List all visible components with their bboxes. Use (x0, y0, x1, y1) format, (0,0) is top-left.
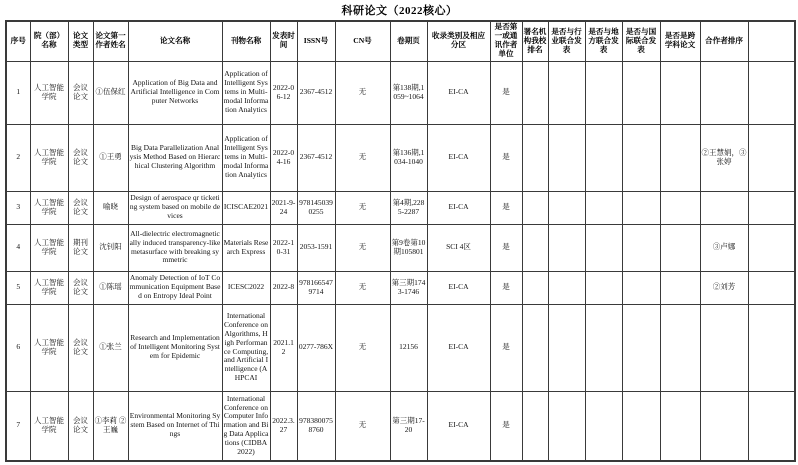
table-cell: 2367-4512 (297, 61, 335, 124)
table-row (6, 124, 795, 191)
table-cell (522, 271, 548, 304)
page-title: 科研论文（2022核心） (341, 5, 458, 17)
column-header: 院（部）名称 (30, 21, 68, 61)
table-cell: 无 (335, 304, 390, 391)
table-cell: EI-CA (427, 191, 490, 224)
column-header: 是否是跨学科论文 (660, 21, 700, 61)
table-cell (622, 391, 660, 461)
table-cell: 6 (6, 304, 30, 391)
table-row (6, 191, 795, 224)
column-header: 论文名称 (128, 21, 222, 61)
table-cell: 2021.12 (270, 304, 297, 391)
table-cell: Application of Big Data and Artificial Intelligence in Computer Networks (128, 61, 222, 124)
table-cell: 7 (6, 391, 30, 461)
column-header: 是否第一或通讯作者单位 (490, 21, 522, 61)
table-cell (700, 61, 748, 124)
table-cell: International Conference on Computer Information and Big Data Applications (CIDBA 2022) (222, 391, 270, 461)
document-page (0, 2, 798, 465)
table-cell: ①伍保红 (93, 61, 128, 124)
table-cell (748, 124, 795, 191)
table-cell: EI-CA (427, 124, 490, 191)
table-cell (660, 304, 700, 391)
table-header (6, 21, 795, 61)
table-cell: 无 (335, 61, 390, 124)
table-cell: 是 (490, 124, 522, 191)
column-header: 合作者排序 (700, 21, 748, 61)
table-cell: 人工智能学院 (30, 124, 68, 191)
table-cell (548, 224, 585, 271)
table-cell: International Conference on Algorithms, High Performance Computing, and Artificial Intelligence (AHPCAI (222, 304, 270, 391)
table-cell: 无 (335, 124, 390, 191)
table-cell: Anomaly Detection of IoT Communication Equipment Based on Entropy Ideal Point (128, 271, 222, 304)
table-cell: 0277-786X (297, 304, 335, 391)
table-cell: 期刊论文 (68, 224, 93, 271)
table-cell (548, 191, 585, 224)
table-cell (622, 61, 660, 124)
table-cell (700, 191, 748, 224)
table-cell: 是 (490, 61, 522, 124)
table-cell (585, 271, 622, 304)
table-cell: 会议论文 (68, 124, 93, 191)
table-cell (660, 224, 700, 271)
table-cell (548, 124, 585, 191)
table-cell (585, 224, 622, 271)
table-cell (748, 391, 795, 461)
table-cell: 人工智能学院 (30, 271, 68, 304)
table-cell: 2022-10-31 (270, 224, 297, 271)
table-cell: EI-CA (427, 304, 490, 391)
table-cell (548, 271, 585, 304)
header-row (6, 21, 795, 61)
table-cell: 人工智能学院 (30, 391, 68, 461)
table-cell: 2367-4512 (297, 124, 335, 191)
column-header (748, 21, 795, 61)
table-cell: 1 (6, 61, 30, 124)
table-cell (660, 391, 700, 461)
table-body (6, 61, 795, 461)
table-cell (585, 191, 622, 224)
table-cell (622, 271, 660, 304)
table-cell: EI-CA (427, 391, 490, 461)
table-cell: 9781450390255 (297, 191, 335, 224)
table-cell (748, 61, 795, 124)
table-cell (522, 191, 548, 224)
table-cell: 会议论文 (68, 271, 93, 304)
column-header: 论文类型 (68, 21, 93, 61)
table-cell: All-dielectric electromagnetically induced transparency-like metasurface with breaking symmetric (128, 224, 222, 271)
table-cell: ②刘芳 (700, 271, 748, 304)
table-cell: 2053-1591 (297, 224, 335, 271)
table-cell: 人工智能学院 (30, 191, 68, 224)
table-cell: 4 (6, 224, 30, 271)
table-cell (548, 391, 585, 461)
table-cell (548, 61, 585, 124)
column-header: 是否与地方联合发表 (585, 21, 622, 61)
table-cell (522, 124, 548, 191)
table-cell: EI-CA (427, 61, 490, 124)
table-cell: 会议论文 (68, 304, 93, 391)
table-cell (622, 124, 660, 191)
table-cell (548, 304, 585, 391)
table-cell: 沈钊阳 (93, 224, 128, 271)
column-header: 论文第一作者姓名 (93, 21, 128, 61)
column-header: 署名机构我校排名 (522, 21, 548, 61)
table-cell: 喻晓 (93, 191, 128, 224)
table-cell (585, 61, 622, 124)
table-cell: ICESC2022 (222, 271, 270, 304)
table-cell (660, 191, 700, 224)
table-cell (700, 304, 748, 391)
table-cell: 无 (335, 271, 390, 304)
column-header: CN号 (335, 21, 390, 61)
table-cell (660, 124, 700, 191)
table-row (6, 61, 795, 124)
table-cell: 2021-9-24 (270, 191, 297, 224)
table-cell: 第138期,1059~1064 (390, 61, 427, 124)
table-cell (585, 391, 622, 461)
column-header: ISSN号 (297, 21, 335, 61)
table-cell: 无 (335, 191, 390, 224)
table-cell (748, 224, 795, 271)
table-cell: Research and Implementation of Intelligent Monitoring System for Epidemic (128, 304, 222, 391)
table-cell: ICISCAE2021 (222, 191, 270, 224)
table-cell: 会议论文 (68, 61, 93, 124)
table-cell (522, 304, 548, 391)
table-cell (748, 304, 795, 391)
table-cell: 9783800758760 (297, 391, 335, 461)
table-cell (700, 391, 748, 461)
table-cell: 2022-8 (270, 271, 297, 304)
table-cell (585, 124, 622, 191)
table-cell: 无 (335, 224, 390, 271)
table-cell: 3 (6, 191, 30, 224)
table-cell: Application of Intelligent Systems in Multi-modal Information Analytics (222, 61, 270, 124)
table-cell: Design of aerospace qr ticketing system based on mobile devices (128, 191, 222, 224)
table-cell: 是 (490, 271, 522, 304)
table-cell: EI-CA (427, 271, 490, 304)
table-cell: 人工智能学院 (30, 304, 68, 391)
table-cell (660, 61, 700, 124)
table-cell (660, 271, 700, 304)
table-cell: ③卢娜 (700, 224, 748, 271)
table-cell: 会议论文 (68, 191, 93, 224)
table-cell (748, 191, 795, 224)
column-header: 发表时间 (270, 21, 297, 61)
table-cell: 人工智能学院 (30, 61, 68, 124)
table-cell: 2022-04-16 (270, 124, 297, 191)
table-cell: Big Data Parallelization Analysis Method Based on Hierarchical Clustering Algorithm (128, 124, 222, 191)
table-cell: Application of Intelligent Systems in Multi-modal Information Analytics (222, 124, 270, 191)
table-cell (522, 391, 548, 461)
column-header: 收录类别及相应分区 (427, 21, 490, 61)
table-cell: 第9卷第10期105801 (390, 224, 427, 271)
column-header: 是否与国际联合发表 (622, 21, 660, 61)
table-cell: ①张兰 (93, 304, 128, 391)
table-cell: ①陈瑶 (93, 271, 128, 304)
table-cell (585, 304, 622, 391)
table-cell: 12156 (390, 304, 427, 391)
table-cell: 9781665479714 (297, 271, 335, 304)
table-row (6, 391, 795, 461)
table-row (6, 224, 795, 271)
table-row (6, 304, 795, 391)
column-header: 是否与行业联合发表 (548, 21, 585, 61)
table-cell (522, 224, 548, 271)
table-cell (622, 224, 660, 271)
table-cell: ①李莉 ②王巍 (93, 391, 128, 461)
table-cell: 无 (335, 391, 390, 461)
table-cell: 是 (490, 191, 522, 224)
table-cell: 是 (490, 224, 522, 271)
table-cell (748, 271, 795, 304)
table-cell: Materials Research Express (222, 224, 270, 271)
papers-table (5, 20, 796, 462)
table-cell (522, 61, 548, 124)
column-header: 刊物名称 (222, 21, 270, 61)
table-cell: ②王慧娟，③张婷 (700, 124, 748, 191)
column-header: 序号 (6, 21, 30, 61)
table-cell (622, 304, 660, 391)
table-cell: 2022.3.27 (270, 391, 297, 461)
table-cell: ①王勇 (93, 124, 128, 191)
table-cell: 2022-06-12 (270, 61, 297, 124)
table-cell (622, 191, 660, 224)
table-cell: 5 (6, 271, 30, 304)
table-cell: 是 (490, 304, 522, 391)
table-row (6, 271, 795, 304)
table-cell: 2 (6, 124, 30, 191)
table-cell: 是 (490, 391, 522, 461)
table-cell: 人工智能学院 (30, 224, 68, 271)
table-cell: 会议论文 (68, 391, 93, 461)
table-cell: 第三期1743-1746 (390, 271, 427, 304)
table-cell: SCI 4区 (427, 224, 490, 271)
table-cell: 第136期,1034-1040 (390, 124, 427, 191)
table-cell: 第三期17-20 (390, 391, 427, 461)
column-header: 卷期页 (390, 21, 427, 61)
table-cell: Environmental Monitoring System Based on Internet of Things (128, 391, 222, 461)
table-cell: 第4期,2285-2287 (390, 191, 427, 224)
